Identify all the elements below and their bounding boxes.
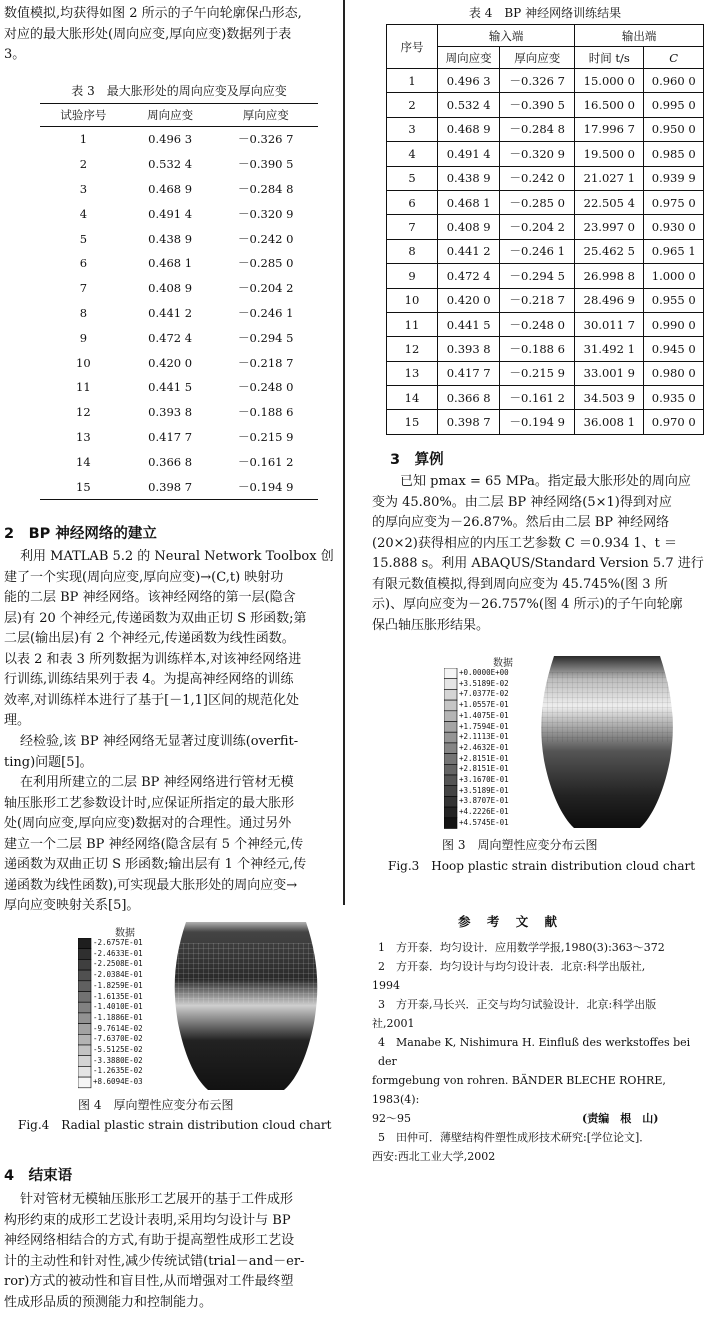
table-cell: 10 [387, 288, 438, 312]
text-line: 以表 2 和表 3 所列数据为训练样本,对该神经网络进 [4, 651, 302, 667]
table-row [387, 312, 704, 336]
table-cell: 0.965 1 [644, 239, 704, 263]
table-row [40, 152, 318, 177]
table4-header: 输出端 [575, 25, 704, 47]
table-row [40, 474, 318, 499]
fig3-legend-labels [459, 668, 509, 829]
section3-para [400, 472, 706, 493]
table-cell: 0.491 4 [148, 206, 193, 221]
table-cell: 0.417 7 [148, 429, 193, 444]
text-line: 厚向应变映射关系[5]。 [4, 898, 140, 913]
section2-heading: 2 BP 神经网络的建立 [4, 526, 157, 542]
fig4-caption-en: Fig.4 Radial plastic strain distribution cloud chart [18, 1118, 332, 1132]
reference-item: 1 方开泰．均匀设计．应用数学学报,1980(3):363～372 [378, 941, 665, 954]
table-cell: 10 [76, 355, 91, 370]
text-line: 效率,对训练样本进行了基于[－1,1]区间的规范化处 [4, 692, 299, 708]
table4 [386, 24, 704, 435]
table-row [387, 288, 704, 312]
section3-heading: 3 算例 [390, 452, 444, 468]
fig3-legend-bar [444, 668, 458, 830]
table-cell: 1.000 0 [644, 264, 704, 288]
table-cell: 15 [76, 479, 91, 494]
legend-swatch [444, 679, 457, 690]
reference-item: 1994 [372, 979, 400, 992]
legend-label: +3.5189E-02 [459, 678, 509, 688]
table-row [387, 337, 704, 361]
reference-item: 4 Manabe K, Nishimura H. Einfluß des werkstoffes bei der [378, 1036, 691, 1068]
section2-para3 [20, 773, 346, 794]
section4-para-cont [4, 1211, 346, 1314]
table-cell: 0.950 0 [644, 117, 704, 141]
table-row [40, 127, 318, 152]
legend-swatch [78, 1013, 91, 1024]
table-cell: －0.390 5 [500, 93, 575, 117]
legend-swatch [78, 1056, 91, 1067]
table-cell: 14 [76, 454, 91, 469]
legend-label: +1.4075E-01 [459, 710, 509, 720]
legend-label: -5.5125E-02 [93, 1045, 143, 1055]
table-cell: 0.935 0 [644, 386, 704, 410]
legend-swatch [444, 807, 457, 818]
table-cell: 25.462 5 [575, 239, 644, 263]
table-row [40, 301, 318, 326]
text-line: 3。 [4, 47, 26, 62]
legend-swatch [78, 1034, 91, 1045]
table-row [40, 375, 318, 400]
table-cell: 13 [76, 429, 91, 444]
table-cell: 0.985 0 [644, 142, 704, 166]
table-cell: 0.995 0 [644, 93, 704, 117]
table-cell: 0.408 9 [148, 281, 193, 296]
legend-label: -1.2635E-02 [93, 1066, 143, 1076]
table-cell: 0.970 0 [644, 410, 704, 434]
table-cell: 30.011 7 [575, 312, 644, 336]
table-cell: 23.997 0 [575, 215, 644, 239]
table-cell: －0.284 8 [238, 181, 294, 196]
table-cell: 0.468 9 [148, 181, 193, 196]
reference-item: 5 田仲可．薄壁结构件塑性成形技术研究:[学位论文]． [378, 1131, 651, 1144]
legend-swatch [444, 786, 457, 797]
table-row [40, 400, 318, 425]
legend-swatch [444, 754, 457, 765]
table-cell: －0.284 8 [500, 117, 575, 141]
text-line: 已知 pmax = 65 MPa。指定最大胀形处的周向应 [400, 474, 691, 489]
table-cell: 1 [79, 132, 88, 147]
text-line: 能的二层 BP 神经网络。该神经网络的第一层(隐含 [4, 590, 296, 605]
fig3-cloud-image [532, 652, 682, 832]
legend-label: -1.1886E-01 [93, 1012, 143, 1022]
table-cell: －0.248 0 [500, 312, 575, 336]
legend-swatch [78, 949, 91, 960]
legend-label: +2.8151E-01 [459, 753, 509, 763]
table-cell: 0.398 7 [438, 410, 500, 434]
table-cell: 8 [79, 305, 88, 320]
table-cell: 0.468 9 [438, 117, 500, 141]
table-cell: －0.242 0 [238, 231, 294, 246]
table-cell: 0.420 0 [438, 288, 500, 312]
table-row [387, 410, 704, 434]
table4-subheader: 时间 t/s [575, 47, 644, 69]
table-cell: －0.215 9 [500, 361, 575, 385]
table-cell: 0.408 9 [438, 215, 500, 239]
table-cell: －0.188 6 [500, 337, 575, 361]
table-cell: 4 [79, 206, 88, 221]
table-cell: 9 [79, 330, 88, 345]
text-line: 的厚向应变为－26.87%。然后由二层 BP 神经网络 [372, 515, 670, 530]
table-cell: 0.491 4 [438, 142, 500, 166]
table3-header: 试验序号 [40, 104, 127, 127]
legend-label: +4.2226E-01 [459, 807, 509, 817]
table-cell: 11 [76, 380, 91, 395]
legend-swatch [444, 700, 457, 711]
table-cell: 0.930 0 [644, 215, 704, 239]
table-cell: 8 [387, 239, 438, 263]
table-cell: －0.390 5 [238, 157, 294, 172]
table4-caption: 表 4 BP 神经网络训练结果 [468, 6, 622, 20]
reference-item: 西安:西北工业大学,2002 [372, 1150, 496, 1163]
table-cell: －0.246 1 [238, 305, 294, 320]
table-row [40, 276, 318, 301]
legend-label: -7.6370E-02 [93, 1034, 143, 1044]
table-cell: －0.246 1 [500, 239, 575, 263]
table-cell: －0.161 2 [500, 386, 575, 410]
legend-label: -1.4010E-01 [93, 1002, 143, 1012]
text-line: 神经网络相结合的方式,有助于提高塑性成形工艺设 [4, 1233, 295, 1248]
table-cell: －0.204 2 [500, 215, 575, 239]
legend-label: +1.7594E-01 [459, 721, 509, 731]
table-cell: －0.294 5 [238, 330, 294, 345]
table-row [387, 264, 704, 288]
table-cell: 15.000 0 [575, 69, 644, 93]
table-cell: 0.441 2 [438, 239, 500, 263]
legend-swatch [78, 1024, 91, 1035]
table-cell: －0.326 7 [500, 69, 575, 93]
text-line: 递函数为双曲正切 S 形函数;输出层有 1 个神经元,传 [4, 857, 307, 872]
text-line: 建了一个实现(周向应变,厚向应变)→(C,t) 映射功 [4, 569, 284, 585]
legend-swatch [78, 1045, 91, 1056]
section4-para [20, 1190, 346, 1211]
legend-label: +2.4632E-01 [459, 742, 509, 752]
table-cell: 34.503 9 [575, 386, 644, 410]
table-cell: 0.398 7 [148, 479, 193, 494]
table-cell: －0.218 7 [500, 288, 575, 312]
table-cell: －0.326 7 [238, 132, 294, 147]
table-cell: 0.472 4 [148, 330, 193, 345]
table4-header: 序号 [387, 25, 438, 69]
table-cell: 0.420 0 [148, 355, 193, 370]
table-cell: 19.500 0 [575, 142, 644, 166]
table-cell: 36.008 1 [575, 410, 644, 434]
legend-label: +2.8151E-01 [459, 764, 509, 774]
table-cell: 17.996 7 [575, 117, 644, 141]
table4-subheader: 周向应变 [438, 47, 500, 69]
table-cell: 3 [79, 181, 88, 196]
legend-label: +8.6094E-03 [93, 1077, 143, 1087]
table-cell: 0.417 7 [438, 361, 500, 385]
table3-header: 厚向应变 [214, 104, 319, 127]
table3-header: 周向应变 [127, 104, 214, 127]
table-cell: 0.366 8 [438, 386, 500, 410]
table-cell: 13 [387, 361, 438, 385]
legend-label: +2.1113E-01 [459, 732, 509, 742]
table-cell: 0.939 9 [644, 166, 704, 190]
legend-label: +3.1670E-01 [459, 775, 509, 785]
table-cell: 5 [79, 231, 88, 246]
text-line: ror)方式的被动性和盲目性,从而增强对工件最终塑 [4, 1274, 294, 1289]
table4-subheader: 厚向应变 [500, 47, 575, 69]
table-row [387, 117, 704, 141]
table-cell: 9 [387, 264, 438, 288]
table-cell: 15 [387, 410, 438, 434]
table-cell: 0.468 1 [148, 256, 193, 271]
legend-label: +3.5189E-01 [459, 785, 509, 795]
legend-swatch [78, 1066, 91, 1077]
legend-swatch [78, 1077, 91, 1088]
legend-label: -2.6757E-01 [93, 938, 143, 947]
text-line: 针对管材无模轴压胀形工艺展开的基于工件成形 [20, 1192, 294, 1207]
table4-header: 输入端 [438, 25, 575, 47]
text-line: 计的主动性和针对性,减少传统试错(trial－and－er- [4, 1253, 305, 1269]
section2-para1 [20, 547, 346, 568]
table-cell: －0.194 9 [238, 479, 294, 494]
legend-label: -2.0384E-01 [93, 970, 143, 980]
table-row [387, 190, 704, 214]
text-line: 处(周向应变,厚向应变)数据对的合理性。通过另外 [4, 816, 292, 831]
table-cell: 7 [387, 215, 438, 239]
table-row [40, 449, 318, 474]
text-line: 建立一个二层 BP 神经网络(隐含层有 5 个神经元,传 [4, 836, 304, 852]
table3-caption: 表 3 最大胀形处的周向应变及厚向应变 [71, 84, 287, 98]
legend-label: -2.4633E-01 [93, 948, 143, 958]
legend-swatch [444, 796, 457, 807]
reference-item: formgebung von rohren. BÄNDER BLECHE ROHRE, 1983(4): [372, 1074, 666, 1106]
table-cell: 12 [76, 405, 91, 420]
table-row [387, 69, 704, 93]
fig4-cloud-image [168, 918, 328, 1093]
text-line: 递函数为线性函数),可实现最大胀形处的周向应变→ [4, 877, 298, 893]
table-cell: 0.496 3 [148, 132, 193, 147]
legend-swatch [444, 764, 457, 775]
table-cell: －0.320 9 [238, 206, 294, 221]
table-cell: 28.496 9 [575, 288, 644, 312]
legend-swatch [444, 689, 457, 700]
section2-para2-cont [4, 753, 346, 774]
table-cell: －0.215 9 [238, 429, 294, 444]
table-cell: 12 [387, 337, 438, 361]
legend-label: -1.6135E-01 [93, 991, 143, 1001]
legend-swatch [444, 818, 457, 829]
table-row [40, 251, 318, 276]
table-cell: 0.468 1 [438, 190, 500, 214]
table-cell: 0.960 0 [644, 69, 704, 93]
legend-swatch [444, 668, 457, 679]
section2-para3-cont [4, 794, 346, 917]
table-cell: 0.441 2 [148, 305, 193, 320]
table-cell: 0.438 9 [148, 231, 193, 246]
text-line: 利用 MATLAB 5.2 的 Neural Network Toolbox 创 [20, 549, 334, 564]
text-line: 对应的最大胀形处(周向应变,厚向应变)数据列于表 [4, 26, 292, 42]
text-line: 构形约束的成形工艺设计表明,采用均匀设计与 BP [4, 1212, 291, 1228]
table-cell: 16.500 0 [575, 93, 644, 117]
legend-swatch [78, 992, 91, 1003]
table-cell: 0.955 0 [644, 288, 704, 312]
legend-label: -2.2508E-01 [93, 959, 143, 969]
references-title: 参 考 文 献 [458, 914, 564, 929]
table-cell: 0.441 5 [148, 380, 193, 395]
text-line: 保凸轴压胀形结果。 [372, 617, 490, 633]
fig4-legend-labels [93, 938, 143, 1088]
table-cell: －0.218 7 [238, 355, 294, 370]
text-line: 性成形品质的预测能力和控制能力。 [4, 1294, 213, 1310]
legend-swatch [78, 938, 91, 949]
table-row [40, 226, 318, 251]
fig3-legend-title: 数据 [493, 658, 513, 669]
table-cell: 0.990 0 [644, 312, 704, 336]
table-row [40, 425, 318, 450]
table-cell: 5 [387, 166, 438, 190]
fig4-legend-title: 数据 [115, 928, 135, 939]
text-line: 数值模拟,均获得如图 2 所示的子午向轮廓保凸形态, [4, 6, 302, 21]
text-line: 层)有 20 个神经元,传递函数为双曲正切 S 形函数;第 [4, 610, 307, 626]
reference-item: 3 方开泰,马长兴．正交与均匀试验设计．北京:科学出版 [378, 998, 657, 1011]
table-cell: 21.027 1 [575, 166, 644, 190]
table-cell: 22.505 4 [575, 190, 644, 214]
fig3-caption-en: Fig.3 Hoop plastic strain distribution cloud chart [388, 859, 696, 873]
table-cell: －0.188 6 [238, 405, 294, 420]
table-cell: －0.242 0 [500, 166, 575, 190]
text-line: 在利用所建立的二层 BP 神经网络进行管材无模 [20, 775, 294, 790]
text-line: 有限元数值模拟,得到周向应变为 45.745%(图 3 所 [372, 576, 668, 592]
legend-label: +7.0377E-02 [459, 689, 509, 699]
fig4-caption-cn: 图 4 厚向塑性应变分布云图 [78, 1098, 234, 1112]
table-row [387, 142, 704, 166]
table-cell: －0.161 2 [238, 454, 294, 469]
table-cell: 0.393 8 [438, 337, 500, 361]
table-row [387, 361, 704, 385]
table-row [40, 325, 318, 350]
section2-para1-cont [4, 568, 346, 732]
table-cell: 0.532 4 [148, 157, 193, 172]
legend-swatch [78, 959, 91, 970]
legend-swatch [78, 981, 91, 992]
table-cell: 0.393 8 [148, 405, 193, 420]
text-line: ting)问题[5]。 [4, 754, 93, 770]
table-cell: 0.438 9 [438, 166, 500, 190]
legend-label: +0.0000E+00 [459, 668, 509, 677]
text-line: 15.888 s。利用 ABAQUS/Standard Version 5.7 进行 [372, 556, 704, 571]
legend-swatch [78, 970, 91, 981]
legend-swatch [444, 732, 457, 743]
text-line: 示)、厚向应变为－26.757%(图 4 所示)的子午向轮廓 [372, 597, 683, 612]
table-cell: 0.975 0 [644, 190, 704, 214]
text-line: 变为 45.80%。由二层 BP 神经网络(5×1)得到对应 [372, 494, 672, 510]
table-cell: －0.285 0 [238, 256, 294, 271]
editor-note: (责编 根 山) [582, 1112, 659, 1125]
table4-subheader: C [644, 47, 704, 69]
table-cell: 26.998 8 [575, 264, 644, 288]
section2-para2 [20, 732, 346, 753]
table-cell: 7 [79, 281, 88, 296]
text-line: 理。 [4, 713, 31, 728]
text-line: (20×2)获得相应的内压工艺参数 C ＝0.934 1、t ＝ [372, 535, 678, 551]
table-cell: 6 [79, 256, 88, 271]
legend-label: +4.5745E-01 [459, 817, 509, 827]
legend-label: +3.8707E-01 [459, 796, 509, 806]
text-line: 二层(输出层)有 2 个神经元,传递函数为线性函数。 [4, 631, 295, 646]
section4-heading: 4 结束语 [4, 1168, 73, 1184]
table-cell: 33.001 9 [575, 361, 644, 385]
reference-item: 2 方开泰．均匀设计与均匀设计表．北京:科学出版社, [378, 960, 646, 973]
table-cell: 3 [387, 117, 438, 141]
text-line: 经检验,该 BP 神经网络无显著过度训练(overfit- [20, 734, 299, 749]
table-cell: －0.204 2 [238, 281, 294, 296]
table-cell: －0.194 9 [500, 410, 575, 434]
table-row [387, 93, 704, 117]
table-cell: 0.366 8 [148, 454, 193, 469]
table-cell: 1 [387, 69, 438, 93]
table-cell: 0.441 5 [438, 312, 500, 336]
table-cell: 0.980 0 [644, 361, 704, 385]
reference-item: 社,2001 [372, 1017, 415, 1030]
legend-swatch [444, 711, 457, 722]
table-cell: 2 [79, 157, 88, 172]
table-cell: 0.496 3 [438, 69, 500, 93]
legend-label: +1.0557E-01 [459, 700, 509, 710]
legend-swatch [444, 722, 457, 733]
legend-label: -1.8259E-01 [93, 980, 143, 990]
reference-item: 92～95 [372, 1112, 411, 1125]
legend-swatch [444, 743, 457, 754]
legend-label: -9.7614E-02 [93, 1023, 143, 1033]
fig3-caption-cn: 图 3 周向塑性应变分布云图 [442, 838, 598, 852]
table-cell: 4 [387, 142, 438, 166]
table-cell: 11 [387, 312, 438, 336]
table-cell: 0.945 0 [644, 337, 704, 361]
table-row [40, 201, 318, 226]
text-line: 行训练,训练结果列于表 4。为提高神经网络的训练 [4, 672, 294, 687]
intro-paragraph [4, 4, 344, 66]
table-row [387, 239, 704, 263]
table-cell: 0.532 4 [438, 93, 500, 117]
text-line: 轴压胀形工艺参数设计时,应保证所指定的最大胀形 [4, 795, 295, 811]
table-row [387, 386, 704, 410]
table-row [40, 177, 318, 202]
table-row [387, 215, 704, 239]
table-cell: 6 [387, 190, 438, 214]
legend-swatch [444, 775, 457, 786]
references-list [372, 938, 708, 1166]
table-cell: －0.285 0 [500, 190, 575, 214]
table-cell: －0.248 0 [238, 380, 294, 395]
table-row [40, 350, 318, 375]
table-row [387, 166, 704, 190]
section3-para-cont [372, 493, 706, 637]
table-cell: 14 [387, 386, 438, 410]
table-cell: 2 [387, 93, 438, 117]
table-cell: －0.294 5 [500, 264, 575, 288]
table-cell: －0.320 9 [500, 142, 575, 166]
legend-label: -3.3880E-02 [93, 1055, 143, 1065]
table-cell: 31.492 1 [575, 337, 644, 361]
table3 [40, 103, 318, 500]
legend-swatch [78, 1002, 91, 1013]
table-cell: 0.472 4 [438, 264, 500, 288]
